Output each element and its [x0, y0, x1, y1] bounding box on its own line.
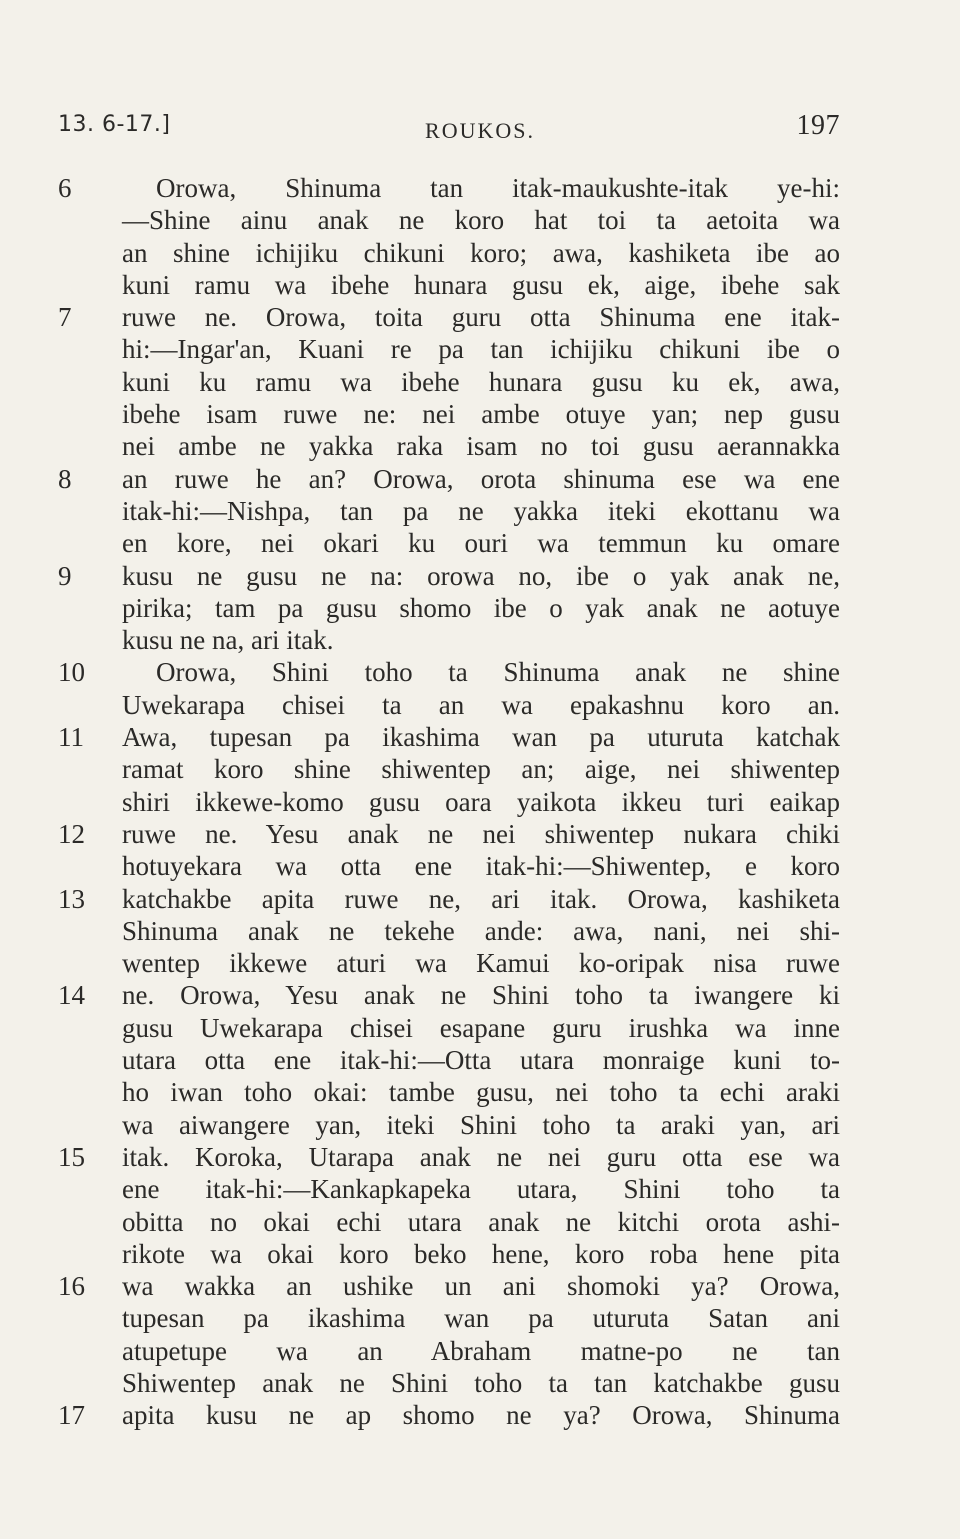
line-text: Shinuma anak ne tekehe ande: awa, nani, nei shi-	[122, 915, 840, 946]
text-line	[0, 592, 960, 624]
line-text: rikote wa okai koro beko hene, koro roba hene pita	[122, 1238, 840, 1269]
text-line	[0, 366, 960, 398]
line-text: ene itak-hi:—Kankapkapeka utara, Shini toho ta	[122, 1174, 840, 1205]
line-text: nei ambe ne yakka raka isam no toi gusu aerannakka	[122, 431, 840, 462]
text-line	[0, 753, 960, 785]
text-line	[0, 1141, 960, 1173]
line-text: katchakbe apita ruwe ne, ari itak. Orowa, kashiketa	[122, 883, 840, 914]
verse-number: 9	[58, 560, 72, 591]
text-line	[0, 656, 960, 688]
line-text: —Shine ainu anak ne koro hat toi ta aetoita wa	[122, 205, 840, 236]
text-line	[0, 818, 960, 850]
verse-number: 16	[58, 1271, 85, 1302]
text-line	[0, 850, 960, 882]
line-text: Orowa, Shinuma tan itak-maukushte-itak ye-hi:	[156, 173, 840, 203]
line-text: ruwe ne. Orowa, toita guru otta Shinuma ene itak-	[122, 302, 840, 333]
line-text: ruwe ne. Yesu anak ne nei shiwentep nukara chiki	[122, 818, 840, 849]
text-line	[0, 1302, 960, 1334]
line-text: ne. Orowa, Yesu anak ne Shini toho ta iwangere ki	[122, 980, 840, 1011]
line-text: Awa, tupesan pa ikashima wan pa uturuta katchak	[122, 722, 840, 753]
text-line	[0, 786, 960, 818]
running-title: ROUKOS.	[425, 118, 535, 143]
verse-number: 6	[58, 173, 72, 203]
text-line	[0, 1012, 960, 1044]
line-text: tupesan pa ikashima wan pa uturuta Satan ani	[122, 1303, 840, 1334]
text-line	[0, 689, 960, 721]
verse-number: 13	[58, 883, 85, 914]
text-line	[0, 979, 960, 1011]
verse-number: 8	[58, 463, 72, 494]
text-line	[0, 1109, 960, 1141]
verse-number: 12	[58, 818, 85, 849]
line-text: shiri ikkewe-komo gusu oara yaikota ikkeu turi eaikap	[122, 786, 840, 817]
page-body	[0, 172, 960, 1432]
line-text: wentep ikkewe aturi wa Kamui ko-oripak nisa ruwe	[122, 948, 840, 979]
verse-number: 17	[58, 1400, 85, 1431]
text-line	[0, 1044, 960, 1076]
line-text: Orowa, Shini toho ta Shinuma anak ne shine	[156, 657, 840, 688]
line-text: hotuyekara wa otta ene itak-hi:—Shiwentep, e koro	[122, 851, 840, 882]
line-text: pirika; tam pa gusu shomo ibe o yak anak ne aotuye	[122, 592, 840, 623]
line-text: wa aiwangere yan, iteki Shini toho ta araki yan, ari	[122, 1109, 840, 1140]
text-line	[0, 1238, 960, 1270]
text-line	[0, 947, 960, 979]
text-line	[0, 430, 960, 462]
text-line	[0, 915, 960, 947]
text-line	[0, 172, 960, 204]
line-text: ibehe isam ruwe ne: nei ambe otuye yan; nep gusu	[122, 399, 840, 430]
text-line	[0, 1076, 960, 1108]
text-line	[0, 398, 960, 430]
line-text: atupetupe wa an Abraham matne-po ne tan	[122, 1335, 840, 1366]
line-text: kuni ku ramu wa ibehe hunara gusu ku ek, awa,	[122, 366, 840, 397]
line-text: kusu ne na, ari itak.	[122, 625, 334, 656]
text-line	[0, 624, 960, 656]
text-line	[0, 463, 960, 495]
text-line	[0, 721, 960, 753]
verse-number: 11	[58, 722, 84, 753]
text-line	[0, 1173, 960, 1205]
page-number: 197	[796, 110, 840, 141]
text-line	[0, 269, 960, 301]
line-text: itak. Koroka, Utarapa anak ne nei guru otta ese wa	[122, 1141, 840, 1172]
text-line	[0, 1399, 960, 1431]
line-text: Uwekarapa chisei ta an wa epakashnu koro an.	[122, 689, 840, 720]
text-line	[0, 1367, 960, 1399]
line-text: utara otta ene itak-hi:—Otta utara monraige kuni to-	[122, 1045, 840, 1076]
text-line	[0, 495, 960, 527]
text-line	[0, 883, 960, 915]
text-line	[0, 204, 960, 236]
text-line	[0, 1335, 960, 1367]
verse-number: 7	[58, 302, 72, 333]
line-text: ramat koro shine shiwentep an; aige, nei shiwentep	[122, 754, 840, 785]
line-text: obitta no okai echi utara anak ne kitchi orota ashi-	[122, 1206, 840, 1237]
text-line	[0, 237, 960, 269]
line-text: ho iwan toho okai: tambe gusu, nei toho ta echi araki	[122, 1077, 840, 1108]
line-text: kusu ne gusu ne na: orowa no, ibe o yak anak ne,	[122, 560, 840, 591]
line-text: wa wakka an ushike un ani shomoki ya? Orowa,	[122, 1271, 840, 1302]
chapter-reference: 13. 6-17.]	[58, 112, 171, 137]
line-text: an ruwe he an? Orowa, orota shinuma ese wa ene	[122, 463, 840, 494]
text-line	[0, 1206, 960, 1238]
text-line	[0, 333, 960, 365]
line-text: apita kusu ne ap shomo ne ya? Orowa, Shinuma	[122, 1400, 840, 1431]
text-line	[0, 301, 960, 333]
text-line	[0, 560, 960, 592]
text-line	[0, 527, 960, 559]
verse-number: 15	[58, 1141, 85, 1172]
line-text: an shine ichijiku chikuni koro; awa, kashiketa ibe ao	[122, 237, 840, 268]
line-text: gusu Uwekarapa chisei esapane guru irushka wa inne	[122, 1012, 840, 1043]
verse-number: 10	[58, 657, 85, 688]
line-text: en kore, nei okari ku ouri wa temmun ku omare	[122, 528, 840, 559]
verse-number: 14	[58, 980, 85, 1011]
line-text: hi:—Ingar'an, Kuani re pa tan ichijiku chikuni ibe o	[122, 334, 840, 365]
text-line	[0, 1270, 960, 1302]
line-text: itak-hi:—Nishpa, tan pa ne yakka iteki ekottanu wa	[122, 495, 840, 526]
line-text: kuni ramu wa ibehe hunara gusu ek, aige, ibehe sak	[122, 269, 840, 300]
line-text: Shiwentep anak ne Shini toho ta tan katchakbe gusu	[122, 1367, 840, 1398]
